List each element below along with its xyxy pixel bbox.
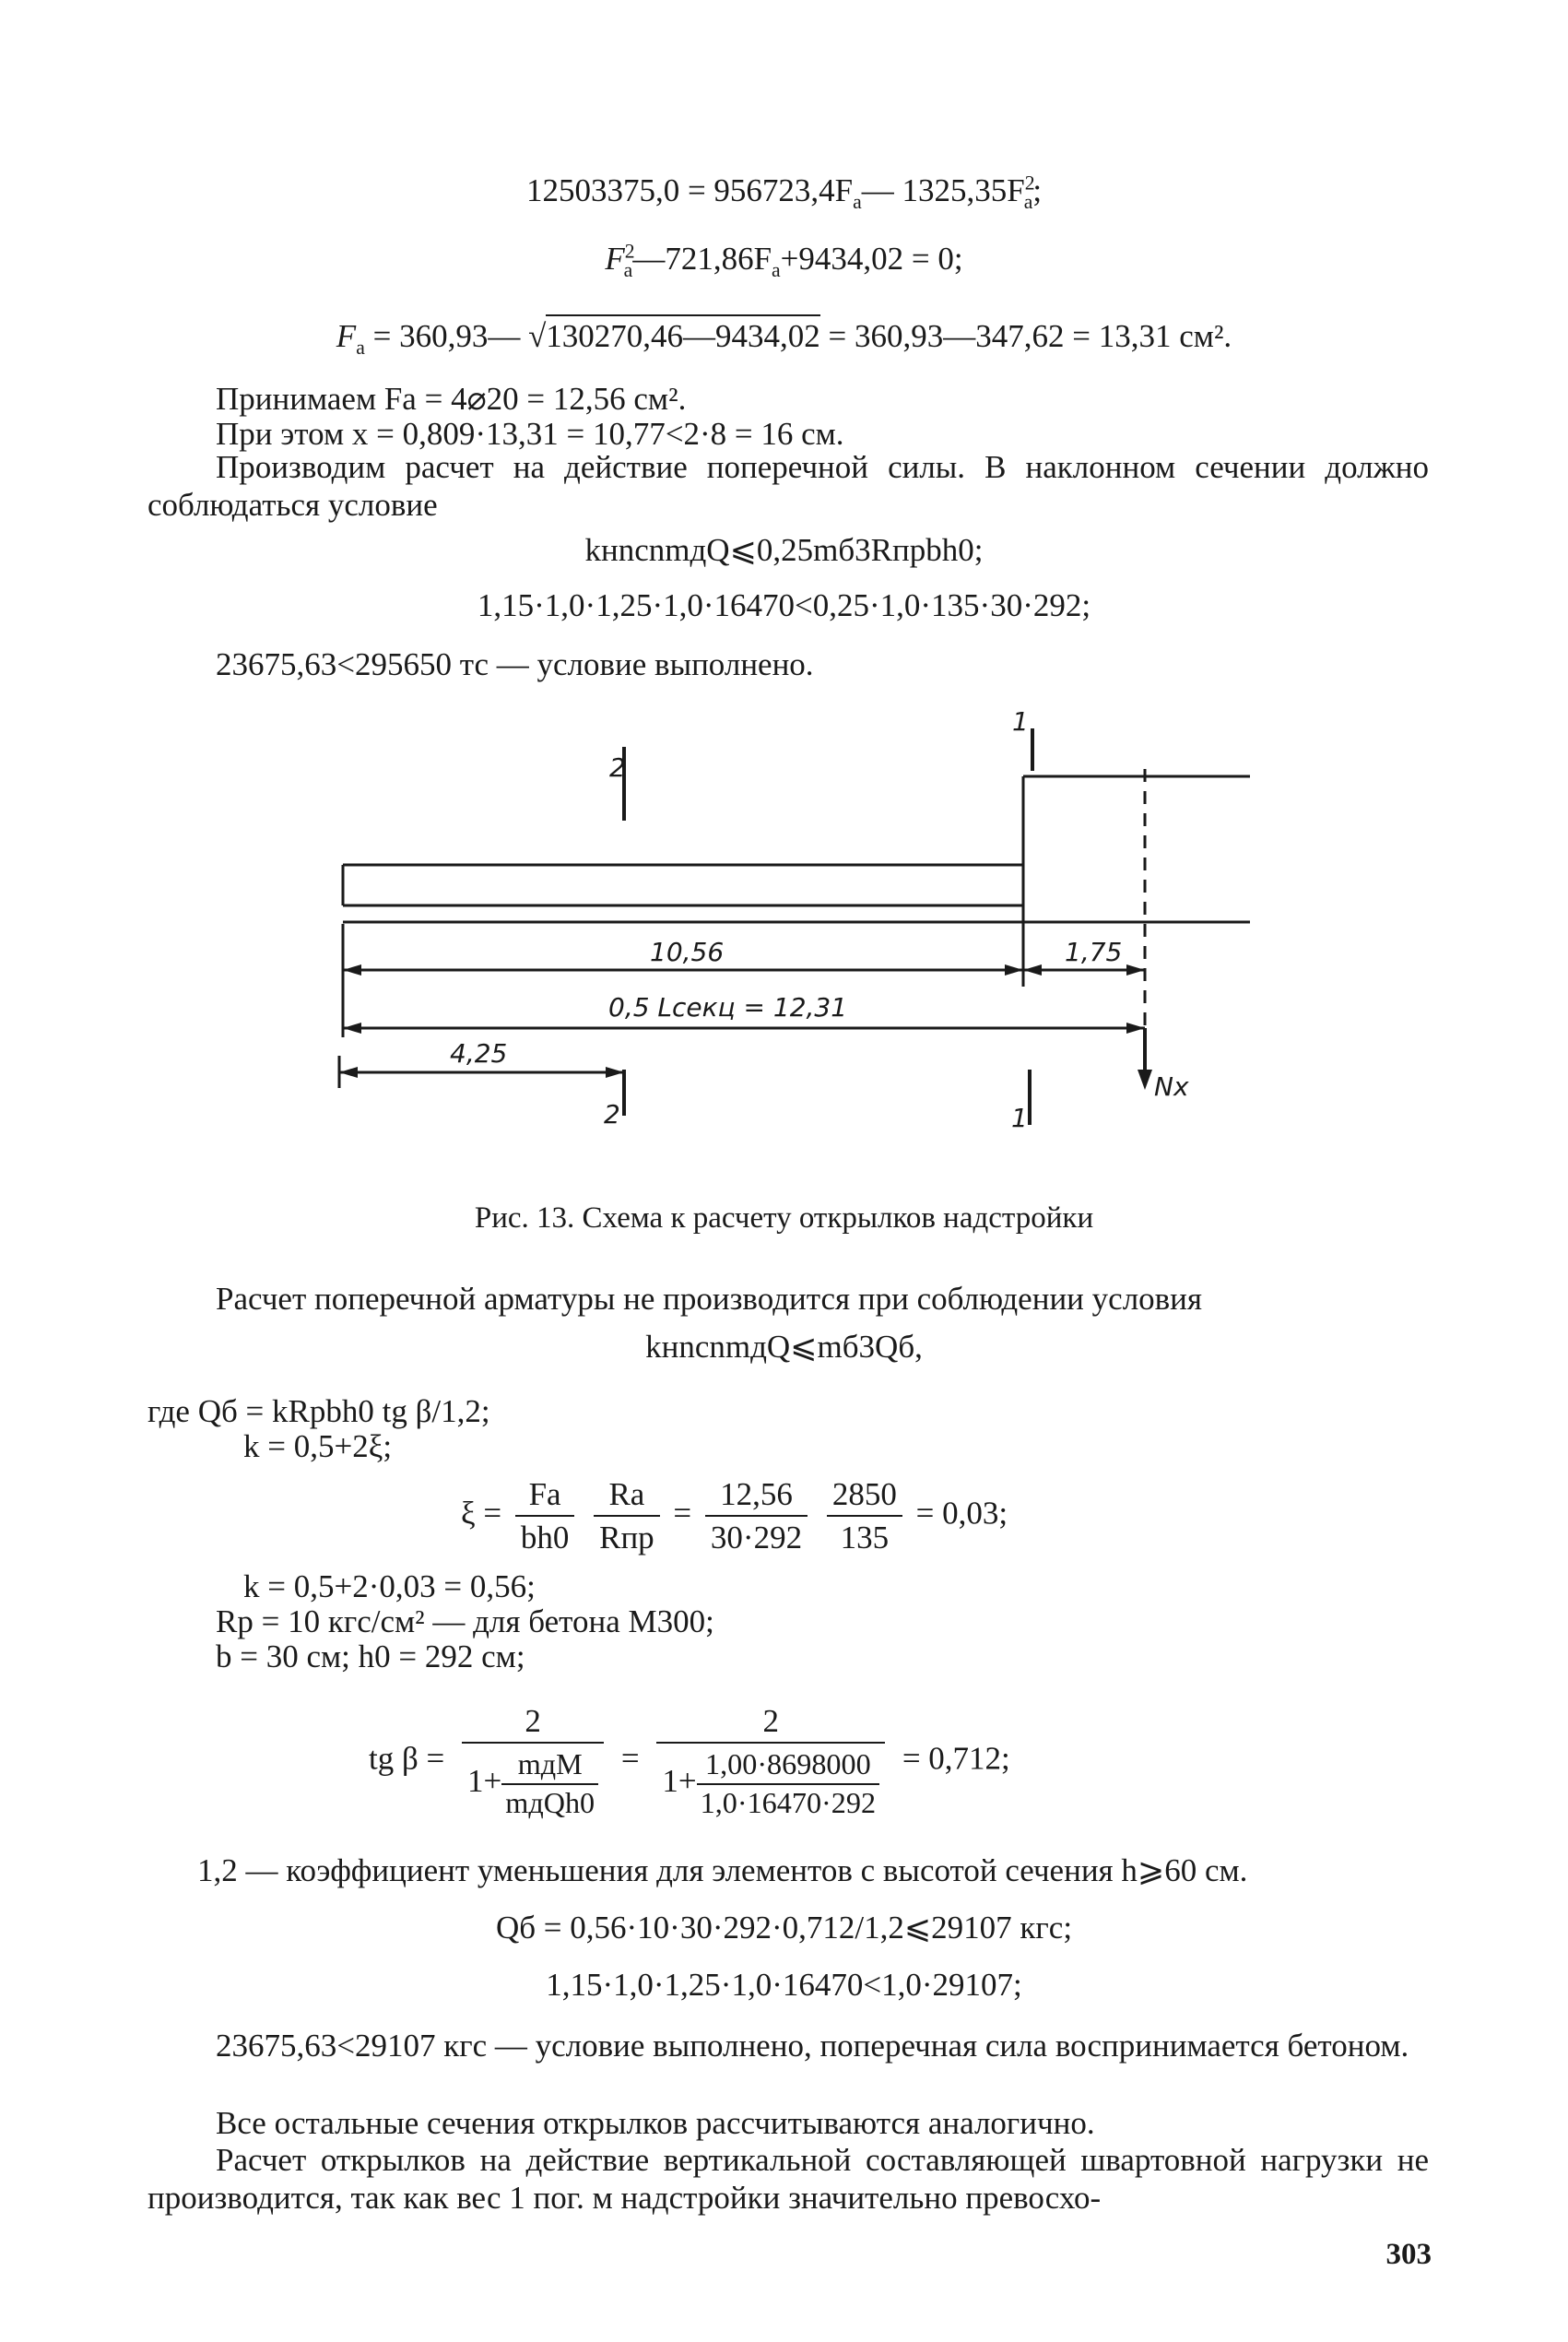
- equation-condition: kнncnmдQ⩽mб3Qб,: [645, 1329, 923, 1365]
- paragraph-b-h0: b = 30 см; h0 = 292 см;: [216, 1638, 525, 1674]
- arrow-175-right: [1126, 964, 1145, 976]
- arrow-425-left: [339, 1067, 358, 1078]
- figure-13-diagram: [0, 692, 1568, 1171]
- label-dim-175: 1,75: [1065, 937, 1123, 967]
- arrow-175-left: [1023, 964, 1042, 976]
- label-section-2-top: 2: [609, 752, 626, 783]
- label-dim-half: 0,5 Lсекц = 12,31: [608, 992, 848, 1023]
- page-number: 303: [1385, 2238, 1432, 2271]
- arrow-half-right: [1126, 1023, 1145, 1034]
- paragraph-result: 23675,63<29107 кгс — условие выполнено, поперечная сила воспринимается бетоном.: [216, 2028, 1409, 2064]
- equation-1: $12503375,0 = 956723,4F_a—$ $1325,35F^2_a$;: [525, 172, 1043, 213]
- label-force-nx: Nx: [1154, 1071, 1189, 1102]
- equation-5: 1,15·1,0·1,25·1,0·16470<0,25·1,0·135·30·292;: [477, 587, 1091, 623]
- paragraph-vertical: Расчет открылков на действие вертикальной составляющей швартовной нагрузки не производится, так как вес 1 пог. м надстройки значительно превосхо-: [147, 2142, 1429, 2217]
- equation-4: kнncnmдQ⩽0,25mб3Rпрbh0;: [584, 532, 984, 568]
- figure-caption: Рис. 13. Схема к расчету открылков надстройки: [474, 1201, 1094, 1235]
- equation-3: $F_a$ = 360,93— √130270,46—9434,02 = 360,93—347,62 = 13,31 см².: [0, 317, 1568, 355]
- paragraph-others: Все остальные сечения открылков рассчитываются аналогично.: [216, 2105, 1095, 2141]
- paragraph-shear: Производим расчет на действие поперечной силы. В наклонном сечении должно соблюдаться условие: [147, 449, 1429, 524]
- label-section-2-bottom: 2: [604, 1099, 620, 1130]
- label-dim-1056: 10,56: [650, 937, 725, 967]
- label-section-1-bottom: 1: [1011, 1103, 1028, 1133]
- arrow-half-left: [343, 1023, 361, 1034]
- label-dim-425: 4,25: [450, 1038, 508, 1069]
- paragraph-rp: Rp = 10 кгс/см² — для бетона М300;: [216, 1603, 714, 1639]
- label-section-1-top: 1: [1012, 706, 1029, 737]
- paragraph-k-value: k = 0,5+2·0,03 = 0,56;: [243, 1568, 536, 1604]
- paragraph-transverse: Расчет поперечной арматуры не производится при соблюдении условия: [216, 1281, 1203, 1317]
- arrow-1056-right: [1005, 964, 1023, 976]
- force-arrow-head: [1138, 1070, 1152, 1090]
- equation-6: 23675,63<295650 тс — условие выполнено.: [216, 646, 814, 682]
- equation-tg-beta: tg β = 2 1+ $\frac{\text{mдM}}{\text{mдQh0}}$ = 2 1+ $\frac{1,00\cdot 8698000}{1,0\cdot 16470\cdot 292}$ = 0,712;: [369, 1703, 1010, 1820]
- equation-xi: ξ = $\frac{Fa}{bh0}$ $\frac{Ra}{\text{Rпр}}$ = $\frac{12,56}{30\cdot 292}$ $\frac{2850}{135}$ = 0,03;: [461, 1476, 1008, 1556]
- paragraph-accept: Принимаем Fa = 4⌀20 = 12,56 см².: [216, 381, 687, 417]
- paragraph-x: При этом x = 0,809·13,31 = 10,77<2·8 = 16 см.: [216, 416, 844, 452]
- equation-q-b: Qб = 0,56·10·30·292·0,712/1,2⩽29107 кгс;: [495, 1910, 1073, 1946]
- paragraph-coefficient: 1,2 — коэффициент уменьшения для элементов с высотой сечения h⩾60 см.: [197, 1852, 1248, 1888]
- equation-check: 1,15·1,0·1,25·1,0·16470<1,0·29107;: [546, 1967, 1022, 2003]
- paragraph-k-def: k = 0,5+2ξ;: [243, 1428, 393, 1464]
- arrow-1056-left: [343, 964, 361, 976]
- arrow-425-right: [606, 1067, 624, 1078]
- equation-2: $F^2_a—721,86F_a+9434,02 = 0$;: [605, 240, 963, 281]
- paragraph-where-q: где Qб = kRpbh0 tg β/1,2;: [147, 1393, 490, 1429]
